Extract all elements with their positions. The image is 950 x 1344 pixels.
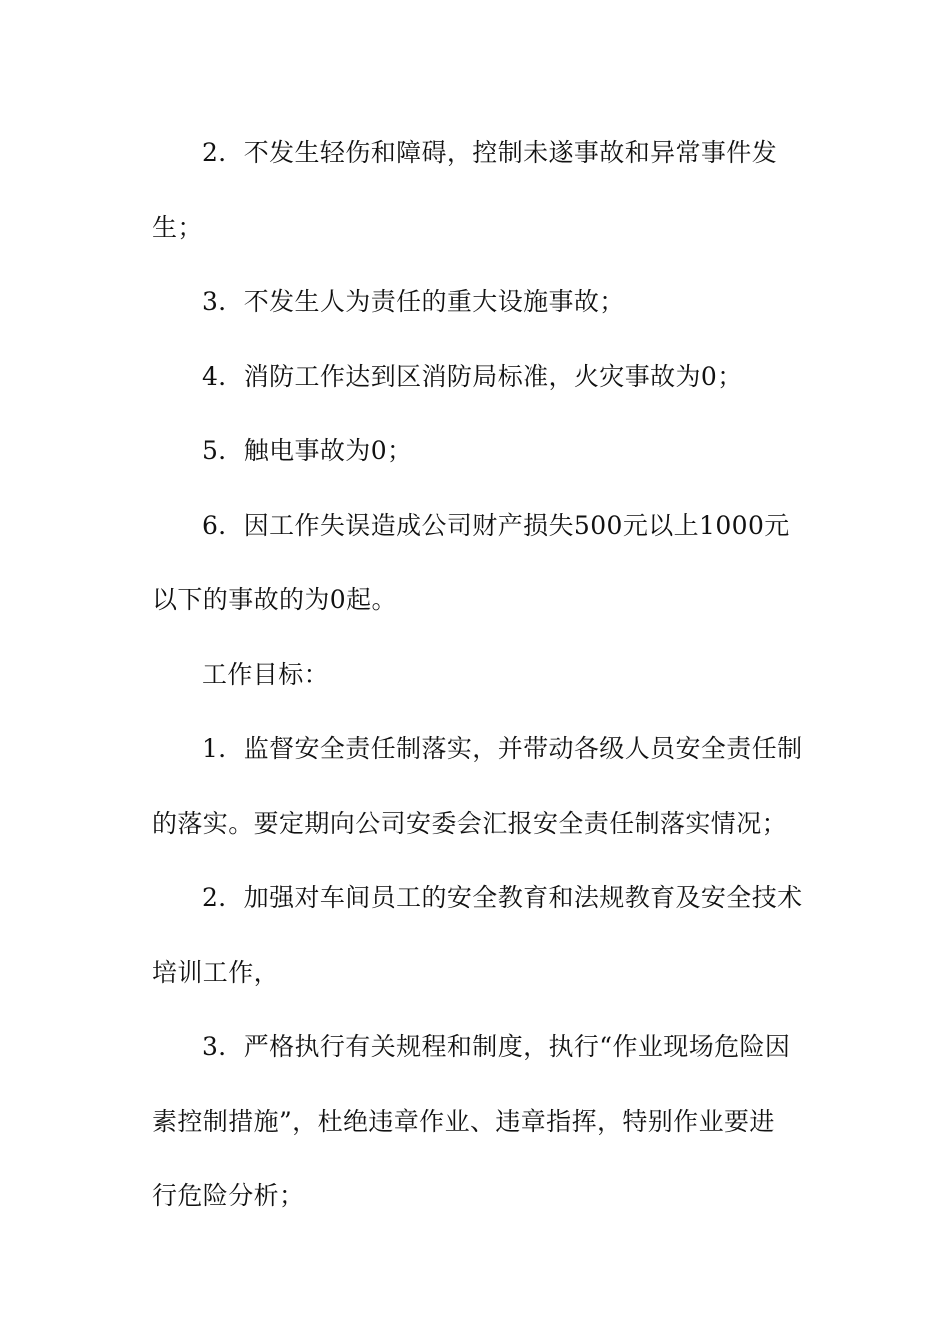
document-body bbox=[152, 116, 802, 1234]
text-line: 培训工作， bbox=[152, 957, 280, 987]
section-heading: 工作目标： bbox=[202, 659, 330, 689]
text-line: 以下的事故的为0起。 bbox=[152, 585, 397, 614]
text-line: 6．因工作失误造成公司财产损失500元以上1000元 bbox=[202, 510, 790, 540]
text-line: 1．监督安全责任制落实，并带动各级人员安全责任制 bbox=[202, 734, 803, 763]
text-line: 素控制措施”，杜绝违章作业、违章指挥，特别作业要进 bbox=[152, 1106, 775, 1136]
text-line: 的落实。要定期向公司安委会汇报安全责任制落实情况； bbox=[152, 808, 788, 838]
text-line: 3．严格执行有关规程和制度，执行“作业现场危险因 bbox=[202, 1032, 791, 1061]
text-line: 2．不发生轻伤和障碍，控制未遂事故和异常事件发 bbox=[202, 138, 778, 167]
text-line: 行危险分析； bbox=[152, 1181, 305, 1210]
text-line: 3．不发生人为责任的重大设施事故； bbox=[202, 287, 625, 316]
text-line: 5．触电事故为0； bbox=[202, 436, 413, 465]
text-line: 2．加强对车间员工的安全教育和法规教育及安全技术 bbox=[202, 883, 803, 912]
text-line: 4．消防工作达到区消防局标准，火灾事故为0； bbox=[202, 361, 743, 391]
text-line: 生； bbox=[152, 212, 203, 242]
